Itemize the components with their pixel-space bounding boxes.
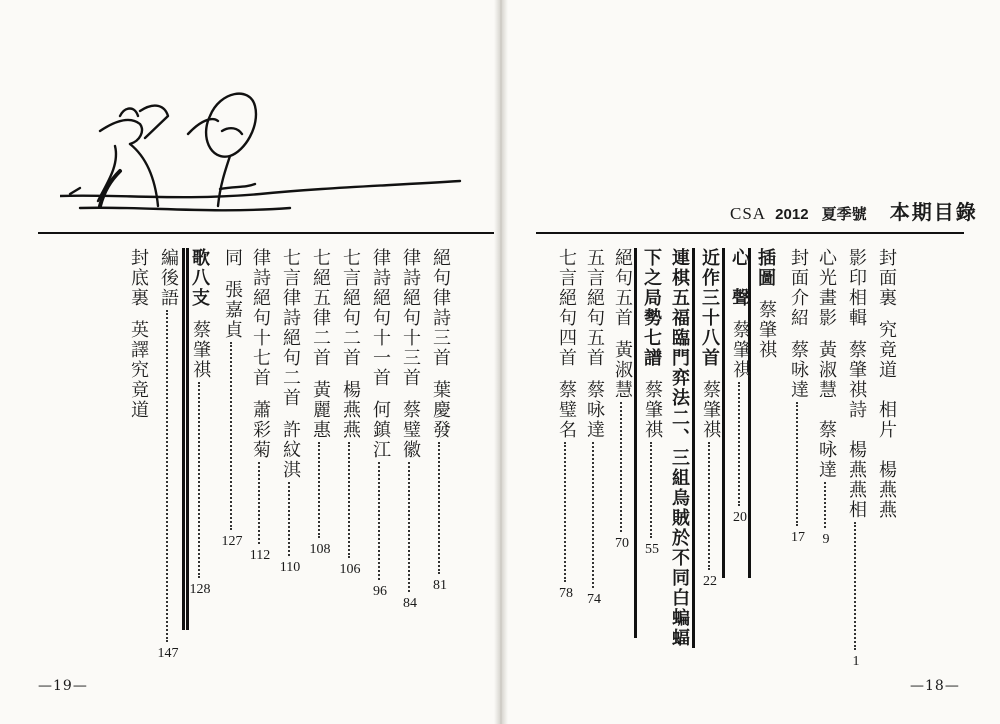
leader-dots — [620, 402, 624, 532]
toc-entry — [786, 248, 810, 546]
toc-entry-page: 20 — [733, 510, 747, 525]
toc-entry — [368, 248, 392, 600]
section-bar — [186, 248, 189, 630]
toc-entry — [554, 248, 578, 602]
toc-entry-author: 蔡璧徽 — [400, 400, 421, 460]
leader-dots — [796, 402, 800, 526]
page-19 — [0, 0, 498, 724]
page-number-19: —19— — [38, 678, 88, 694]
toc-entry-page: 110 — [279, 560, 301, 575]
toc-entry-title: 心光畫影 — [816, 248, 837, 328]
toc-entry-title: 近作三十八首 — [700, 248, 720, 368]
toc-entry-title: 編後語 — [158, 248, 179, 308]
toc-entry-author: 蔡肇祺 — [756, 300, 777, 360]
leader-dots — [318, 442, 322, 538]
toc-entry-author: 蔡咏達 — [584, 380, 605, 440]
toc-entry-page: 1 — [852, 654, 860, 669]
toc-entry — [698, 248, 722, 590]
section-bar — [692, 248, 695, 648]
leader-dots — [288, 482, 292, 556]
toc-entry-title: 五言絕句五首 — [584, 248, 605, 368]
toc-entry — [308, 248, 332, 558]
toc-entry-title: 絕句五首 — [612, 248, 633, 328]
toc-entry-title: 封面裏 — [876, 248, 897, 308]
leader-dots — [378, 462, 382, 580]
toc-entry-page: 108 — [309, 542, 331, 557]
toc-entry — [398, 248, 422, 612]
right-header-rule — [536, 232, 964, 234]
toc-entry-title: 七言律詩絕句二首 — [280, 248, 301, 408]
toc-entry-page: 81 — [433, 578, 447, 593]
leader-dots — [166, 310, 170, 642]
toc-entry-page: 106 — [339, 562, 361, 577]
toc-entry-author: 張嘉貞 — [222, 280, 243, 340]
book-gutter — [494, 0, 508, 724]
toc-entry-title: 心 聲 — [730, 248, 750, 308]
toc-entry-page: 112 — [249, 548, 271, 563]
ink-sketch-illustration — [60, 76, 480, 226]
toc-entry — [126, 248, 150, 420]
toc-entry — [220, 248, 244, 550]
toc-entry-page: 84 — [403, 596, 417, 611]
toc-entry — [844, 248, 868, 670]
toc-entry — [814, 248, 838, 548]
toc-entry-page: 17 — [791, 530, 805, 545]
toc-entry-title: 七言絕句四首 — [556, 248, 577, 368]
leader-dots — [650, 442, 654, 538]
page-18 — [502, 0, 1000, 724]
toc-entry-page: 96 — [373, 584, 387, 599]
section-bar — [722, 248, 725, 578]
toc-entry-page: 70 — [615, 536, 629, 551]
toc-entry-author: 蔡肇祺 — [642, 380, 663, 440]
toc-header — [730, 196, 978, 225]
toc-entry-author: 蔡肇祺 — [190, 320, 211, 380]
toc-entry — [156, 248, 180, 662]
toc-entry-author: 蔡璧名 — [556, 380, 577, 440]
toc-entry-page: 74 — [587, 592, 601, 607]
section-bar — [634, 248, 637, 638]
season-label: 夏季號 — [821, 206, 867, 223]
leader-dots — [438, 442, 442, 574]
toc-entry — [728, 248, 752, 526]
toc-entry — [668, 248, 692, 648]
leader-dots — [854, 522, 858, 650]
toc-entry — [248, 248, 272, 564]
brand-label: CSA — [730, 204, 767, 223]
toc-title: 本期目錄 — [889, 202, 978, 224]
toc-entry-title: 律詩絕句十七首 — [250, 248, 271, 388]
toc-entry — [874, 248, 898, 520]
toc-entry-author: 蕭彩菊 — [250, 400, 271, 460]
leader-dots — [738, 382, 742, 506]
toc-entry-author: 黃麗惠 — [310, 380, 331, 440]
leader-dots — [824, 482, 828, 528]
year-label: 2012 — [775, 206, 809, 223]
toc-entry-page: 127 — [221, 534, 243, 549]
toc-entry-author: 英譯究竟道 — [128, 320, 149, 420]
toc-entry-author: 許紋淇 — [280, 420, 301, 480]
toc-entry — [754, 248, 778, 360]
toc-entry-title: 封面介紹 — [788, 248, 809, 328]
toc-entry-title: 影印相輯 — [846, 248, 867, 328]
leader-dots — [708, 442, 712, 570]
toc-entry-author: 蔡肇祺 — [730, 320, 751, 380]
toc-entry-title: 封底裏 — [128, 248, 149, 308]
leader-dots — [592, 442, 596, 588]
toc-entry — [278, 248, 302, 576]
toc-entry-title: 七絕五律二首 — [310, 248, 331, 368]
toc-entry — [610, 248, 634, 552]
toc-entry — [338, 248, 362, 578]
toc-entry-title: 律詩絕句十三首 — [400, 248, 421, 388]
toc-entry — [640, 248, 664, 558]
toc-entry-title: 下之局勢七譜 — [642, 248, 662, 368]
toc-entry-author: 黃淑慧 蔡咏達 — [816, 340, 837, 480]
toc-entry-page: 78 — [559, 586, 573, 601]
toc-entry-author: 楊燕燕 — [340, 380, 361, 440]
toc-entry-page: 128 — [189, 582, 211, 597]
toc-entry-author: 蔡肇祺 — [700, 380, 721, 440]
toc-entry-title: 律詩絕句十一首 — [370, 248, 391, 388]
toc-entry-author: 蔡肇祺詩 楊燕燕相 — [846, 340, 867, 520]
toc-entry — [428, 248, 452, 594]
toc-entry-author: 葉慶發 — [430, 380, 451, 440]
toc-entry — [188, 248, 212, 598]
toc-entry-title: 絕句律詩三首 — [430, 248, 451, 368]
toc-entry-title: 七言絕句二首 — [340, 248, 361, 368]
toc-entry-author: 蔡咏達 — [788, 340, 809, 400]
toc-entry-page: 147 — [157, 646, 179, 661]
leader-dots — [230, 342, 234, 530]
toc-entry — [582, 248, 606, 608]
leader-dots — [198, 382, 202, 578]
toc-entry-page: 22 — [703, 574, 717, 589]
leader-dots — [348, 442, 352, 558]
toc-entry-title: 插圖 — [756, 248, 776, 288]
toc-entry-title: 連棋五福臨門弈法二、三組烏賊於不同白蝙蝠 — [670, 248, 690, 648]
page-number-18: —18— — [910, 678, 960, 694]
leader-dots — [564, 442, 568, 582]
leader-dots — [408, 462, 412, 592]
toc-entry-author: 究竟道 相片 楊燕燕 — [876, 320, 897, 520]
section-bar — [182, 248, 185, 630]
left-header-rule — [38, 232, 498, 234]
toc-entry-title: 同 — [222, 248, 243, 268]
toc-entry-page: 55 — [645, 542, 659, 557]
toc-entry-author: 何鎮江 — [370, 400, 391, 460]
toc-entry-author: 黃淑慧 — [612, 340, 633, 400]
toc-entry-title: 歌八支 — [190, 248, 210, 308]
leader-dots — [258, 462, 262, 544]
toc-entry-page: 9 — [822, 532, 830, 547]
